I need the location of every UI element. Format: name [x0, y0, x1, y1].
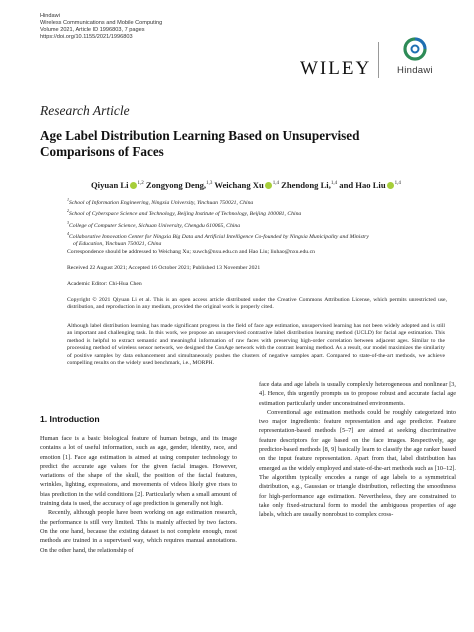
logo-divider [378, 42, 379, 78]
article-dates: Received 22 August 2021; Accepted 16 October 2021; Published 13 November 2021 [67, 265, 261, 271]
wiley-logo: WILEY [300, 58, 372, 79]
affiliation [67, 230, 452, 241]
left-column [40, 434, 237, 555]
affiliation [67, 219, 452, 230]
hindawi-logo-text: Hindawi [397, 65, 433, 76]
author-affil-marker: 1,4 [330, 181, 338, 187]
hindawi-logo-icon [400, 36, 430, 62]
journal-header [40, 13, 162, 41]
abstract: Although label distribution learning has made significant progress in the field of face age estimation, unsupervised learning has not been widely adopted and is still an important and challenging task. In this work, we propose an unsupervised contrastive label distribution learning method (UCLD) for facial age estimation. This method is helpful to extract semantic and meaningful information of raw faces with preserving high-order correlation between adjacent ages. Similar to the processing method of wireless sensor network, we designed the ConAge network with the contrast learning method. As a result, our model maximizes the similarity of positive samples by data enhancement and simultaneously pushes the clusters of negative samples apart. Compared to state-of-the-art methods, we achieve compelling results on the widely used benchmark, i.e., MORPH. [67, 323, 445, 367]
author-affil-marker: 1,4 [272, 181, 280, 187]
author-list [91, 180, 451, 190]
paragraph: face data and age labels is usually complexly heterogeneous and nonlinear [3, 4]. Hence, this urgently prompts us to propose robust and accurate facial age estimation particularly under unconstrained environments. [259, 381, 456, 407]
section-heading: 1. Introduction [40, 414, 100, 424]
affiliations [67, 196, 452, 249]
copyright-notice: Copyright © 2021 Qiyuan Li et al. This is an open access article distributed under the Creative Commons Attribution License, which permits unrestricted use, distribution, and reproduction in any medium, provided the original work is properly cited. [67, 297, 447, 311]
orcid-icon[interactable] [130, 182, 137, 189]
hindawi-logo [392, 36, 438, 76]
right-column [259, 380, 456, 519]
article-type: Research Article [40, 103, 130, 118]
doi-link[interactable]: https://doi.org/10.1155/2021/1996803 [40, 34, 133, 40]
author-affil-marker: 1,2 [137, 181, 144, 187]
author-name[interactable]: Zongyong Deng, [145, 180, 207, 190]
affiliation-continuation: of Education, Yinchuan 750021, China [73, 241, 162, 248]
article-title [40, 128, 440, 159]
affiliation-marker: 1 [67, 197, 69, 202]
affiliation-marker: 2 [67, 208, 69, 214]
title-line: Age Label Distribution Learning Based on Unsupervised [40, 128, 360, 143]
journal-name: Wireless Communications and Mobile Computing [40, 20, 163, 26]
author-name[interactable]: Qiyuan Li [91, 180, 129, 190]
correspondence: Correspondence should be addressed to Weichang Xu; xuwch@nxu.edu.cn and Hao Liu; liuhao@nxu.edu.cn [67, 249, 315, 255]
affiliation [67, 196, 452, 207]
author-name[interactable]: and Hao Liu [339, 180, 386, 190]
author-name[interactable]: Weichang Xu [214, 180, 264, 190]
author-name[interactable]: Zhendong Li, [281, 180, 331, 190]
title-line: Comparisons of Faces [40, 143, 164, 159]
affiliation-text: School of Information Engineering, Ningxia University, Yinchuan 750021, China [69, 199, 254, 206]
volume-info: Volume 2021, Article ID 1996803, 7 pages [40, 27, 145, 33]
affiliation-marker: 3 [67, 219, 69, 225]
affiliation-text: Collaborative Innovation Center for Ningxia Big Data and Artificial Intelligence Co-founded by Ningxia Municipality and Ministry [69, 233, 369, 240]
affiliation [67, 207, 452, 218]
publisher-name: Hindawi [40, 13, 60, 19]
orcid-icon[interactable] [265, 182, 272, 189]
paragraph: Human face is a basic biological feature of human beings, and its image contains a lot of useful information, such as age, gender, identity, race, and emotion [1]. Face age estimation is aimed at using computer technology to predict the accurate age values for the given facial images. However, variations of the shape of the skull, the position of the facial features, wrinkles, lighting, expressions, and movements of videos likely give rises to bias prediction in the wild conditions [2]. Particularly when a small amount of training data is used, the accuracy of age prediction is generally not high. [40, 435, 237, 508]
affiliation-text: School of Cyberspace Science and Technology, Beijing Institute of Technology, Beijing 100081, China [69, 211, 302, 218]
author-affil-marker: 1,3 [206, 181, 213, 187]
orcid-icon[interactable] [387, 182, 394, 189]
academic-editor: Academic Editor: Chi-Hua Chen [67, 281, 142, 287]
author-affil-marker: 1,4 [394, 181, 401, 187]
affiliation-text: College of Computer Science, Sichuan University, Chengdu 610065, China [69, 222, 241, 229]
affiliation-marker: 4 [67, 230, 69, 236]
paragraph: Recently, although people have been working on age estimation research, the performance is still very limited. This is mainly affected by two factors. On the one hand, because the existing dataset is not complete enough, most methods are trained in a supervised way, which requires manual annotations. On the other hand, the relationship of [40, 509, 237, 554]
paragraph: Conventional age estimation methods could be roughly categorized into two major ingredients: feature representation and age predictor. Feature representation-based methods [5–7] are aimed at seeking discriminative feature descriptors for age based on the face images. Respectively, age predictor-based methods [8, 9] basically learn to classify the age ranker based on the input feature representation. Apart from that, label distribution has emerged as the widely employed and state-of-the-art methods such as [10–12]. The algorithm typically encodes a range of age labels to a symmetrical distribution, e.g., Gaussian or triangle distribution, reflecting the smoothness for high-performance age estimation. Nevertheless, they are constrained to take only fixed-structural form to model the ambiguous properties of age labels, which are usually nonrobust to complex cross- [259, 408, 456, 519]
